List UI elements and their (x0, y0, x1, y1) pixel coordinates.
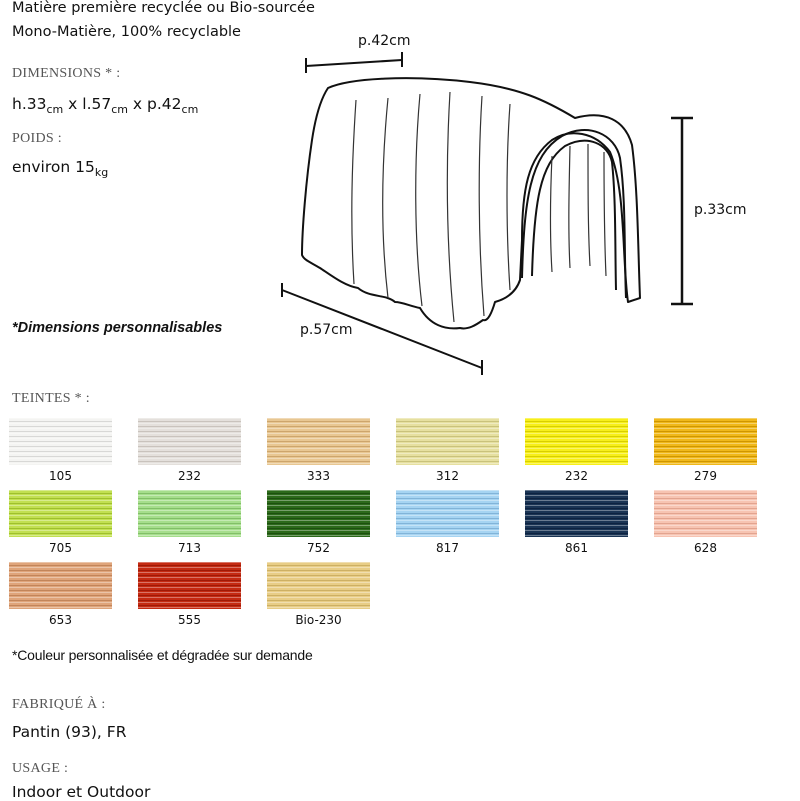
swatch-code: 628 (694, 541, 717, 555)
dimensions-value (12, 95, 198, 116)
color-swatch (138, 490, 241, 537)
swatch-code: 232 (565, 469, 588, 483)
color-swatch (138, 562, 241, 609)
weight-number: environ 15 (12, 158, 95, 176)
swatch-code: 312 (436, 469, 459, 483)
made-in-value: Pantin (93), FR (12, 723, 127, 741)
length-value: x l.57 (63, 95, 112, 113)
usage-label: USAGE : (12, 761, 69, 776)
color-custom-note: *Couleur personnalisée et dégradée sur demande (12, 647, 313, 663)
custom-dimensions-note: *Dimensions personnalisables (12, 320, 223, 336)
depth-dimension-line (306, 52, 402, 73)
swatch-code: 105 (49, 469, 72, 483)
mono-material-line: Mono-Matière, 100% recyclable (12, 24, 241, 40)
length-unit: cm (111, 103, 128, 116)
swatch-code: 279 (694, 469, 717, 483)
material-line: Matière première recyclée ou Bio-sourcée (12, 0, 315, 16)
weight-unit: kg (94, 166, 109, 179)
swatch-code: 555 (178, 613, 201, 627)
color-swatch (267, 490, 370, 537)
height-value: h.33 (12, 95, 47, 113)
height-dimension-line (671, 118, 693, 304)
swatch-code: 333 (307, 469, 330, 483)
swatch-code: 817 (436, 541, 459, 555)
color-swatch (9, 562, 112, 609)
swatch-code: 653 (49, 613, 72, 627)
color-swatch (396, 418, 499, 465)
depth-value: x p.42 (128, 95, 182, 113)
color-swatch (138, 418, 241, 465)
color-swatch (525, 418, 628, 465)
length-label: p.57cm (300, 322, 353, 338)
swatch-code: 232 (178, 469, 201, 483)
dimensions-label: DIMENSIONS * : (12, 66, 121, 81)
swatch-code: 705 (49, 541, 72, 555)
made-in-label: FABRIQUÉ À : (12, 697, 106, 712)
swatch-code: Bio-230 (295, 613, 342, 627)
depth-unit: cm (181, 103, 199, 116)
color-swatch (9, 490, 112, 537)
swatch-code: 861 (565, 541, 588, 555)
swatch-code: 752 (307, 541, 330, 555)
weight-value (12, 158, 108, 179)
depth-label: p.42cm (358, 33, 411, 49)
usage-value: Indoor et Outdoor (12, 783, 151, 801)
color-swatch (654, 418, 757, 465)
color-swatch (396, 490, 499, 537)
tints-label: TEINTES * : (12, 391, 90, 406)
color-swatch (9, 418, 112, 465)
color-swatch (267, 418, 370, 465)
height-unit: cm (46, 103, 64, 116)
color-swatch (654, 490, 757, 537)
color-swatch (267, 562, 370, 609)
color-swatch (525, 490, 628, 537)
swatch-code: 713 (178, 541, 201, 555)
stool-shape (302, 78, 640, 328)
height-label: p.33cm (694, 202, 747, 218)
weight-label: POIDS : (12, 131, 62, 146)
